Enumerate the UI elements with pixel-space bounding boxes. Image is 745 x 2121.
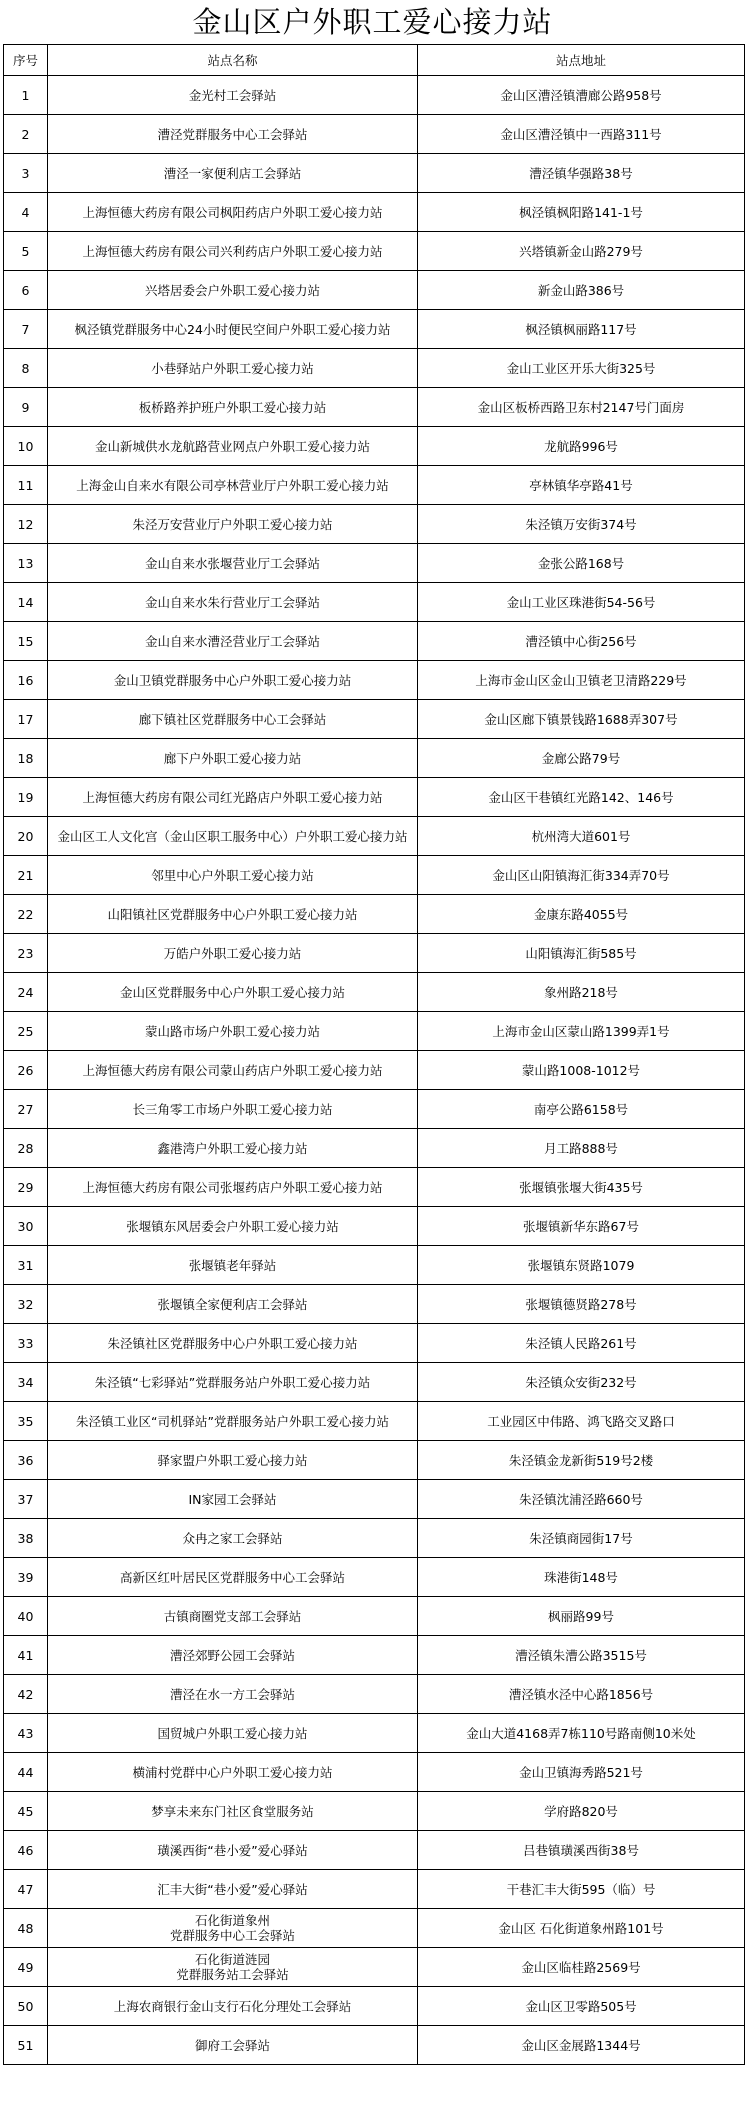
cell-station-address: 金廊公路79号 — [418, 739, 745, 778]
cell-no: 35 — [4, 1402, 48, 1441]
cell-station-name: 漕泾在水一方工会驿站 — [48, 1675, 418, 1714]
cell-station-name: 上海恒德大药房有限公司兴利药店户外职工爱心接力站 — [48, 232, 418, 271]
cell-station-address: 珠港街148号 — [418, 1558, 745, 1597]
cell-station-name: 万皓户外职工爱心接力站 — [48, 934, 418, 973]
cell-no: 45 — [4, 1792, 48, 1831]
cell-no: 30 — [4, 1207, 48, 1246]
table-row — [4, 2026, 745, 2065]
table-row — [4, 1090, 745, 1129]
table-row — [4, 154, 745, 193]
cell-no: 21 — [4, 856, 48, 895]
cell-station-name: 朱泾镇社区党群服务中心户外职工爱心接力站 — [48, 1324, 418, 1363]
cell-station-address: 漕泾镇朱漕公路3515号 — [418, 1636, 745, 1675]
cell-station-name: 横浦村党群中心户外职工爱心接力站 — [48, 1753, 418, 1792]
cell-station-address: 朱泾镇众安街232号 — [418, 1363, 745, 1402]
cell-no: 42 — [4, 1675, 48, 1714]
table-row — [4, 1558, 745, 1597]
cell-station-address: 朱泾镇金龙新街519号2楼 — [418, 1441, 745, 1480]
table-row — [4, 1870, 745, 1909]
cell-no: 39 — [4, 1558, 48, 1597]
table-row — [4, 1246, 745, 1285]
table-row — [4, 349, 745, 388]
cell-station-name: 上海恒德大药房有限公司红光路店户外职工爱心接力站 — [48, 778, 418, 817]
cell-station-address: 张堰镇德贤路278号 — [418, 1285, 745, 1324]
cell-no: 33 — [4, 1324, 48, 1363]
table-row — [4, 1129, 745, 1168]
header-address: 站点地址 — [418, 45, 745, 76]
cell-station-name: 上海金山自来水有限公司亭林营业厅户外职工爱心接力站 — [48, 466, 418, 505]
cell-station-address: 金山卫镇海秀路521号 — [418, 1753, 745, 1792]
cell-no: 36 — [4, 1441, 48, 1480]
cell-station-name: 小巷驿站户外职工爱心接力站 — [48, 349, 418, 388]
cell-station-name: 漕泾一家便利店工会驿站 — [48, 154, 418, 193]
cell-no: 11 — [4, 466, 48, 505]
cell-no: 17 — [4, 700, 48, 739]
table-row — [4, 1285, 745, 1324]
cell-station-address: 枫泾镇枫丽路117号 — [418, 310, 745, 349]
table-row — [4, 232, 745, 271]
table-row — [4, 1207, 745, 1246]
cell-station-address: 象州路218号 — [418, 973, 745, 1012]
cell-station-address: 上海市金山区金山卫镇老卫清路229号 — [418, 661, 745, 700]
cell-station-address: 山阳镇海汇街585号 — [418, 934, 745, 973]
cell-no: 29 — [4, 1168, 48, 1207]
cell-station-address: 漕泾镇中心街256号 — [418, 622, 745, 661]
cell-station-name: 汇丰大街“巷小爱”爱心驿站 — [48, 1870, 418, 1909]
table-row — [4, 1714, 745, 1753]
table-row — [4, 1363, 745, 1402]
cell-station-name: 高新区红叶居民区党群服务中心工会驿站 — [48, 1558, 418, 1597]
cell-station-name: 驿家盟户外职工爱心接力站 — [48, 1441, 418, 1480]
cell-station-address: 金山区漕泾镇中一西路311号 — [418, 115, 745, 154]
table-row — [4, 1792, 745, 1831]
cell-station-name: 金山区党群服务中心户外职工爱心接力站 — [48, 973, 418, 1012]
table-row — [4, 1324, 745, 1363]
cell-station-name: 金光村工会驿站 — [48, 76, 418, 115]
cell-station-name: 山阳镇社区党群服务中心户外职工爱心接力站 — [48, 895, 418, 934]
cell-station-name: 张堰镇全家便利店工会驿站 — [48, 1285, 418, 1324]
cell-station-name: 鑫港湾户外职工爱心接力站 — [48, 1129, 418, 1168]
cell-station-name: 上海恒德大药房有限公司蒙山药店户外职工爱心接力站 — [48, 1051, 418, 1090]
cell-station-address: 朱泾镇商园街17号 — [418, 1519, 745, 1558]
cell-station-address: 张堰镇张堰大街435号 — [418, 1168, 745, 1207]
cell-station-address: 龙航路996号 — [418, 427, 745, 466]
cell-no: 48 — [4, 1909, 48, 1948]
cell-station-name: 张堰镇东风居委会户外职工爱心接力站 — [48, 1207, 418, 1246]
cell-station-address: 吕巷镇璜溪西街38号 — [418, 1831, 745, 1870]
cell-station-name: 众冉之家工会驿站 — [48, 1519, 418, 1558]
cell-no: 31 — [4, 1246, 48, 1285]
cell-no: 9 — [4, 388, 48, 427]
cell-station-name: 朱泾万安营业厅户外职工爱心接力站 — [48, 505, 418, 544]
table-header-row — [4, 45, 745, 76]
cell-station-address: 金山工业区开乐大街325号 — [418, 349, 745, 388]
table-row — [4, 1168, 745, 1207]
cell-station-address: 金山大道4168弄7栋110号路南侧10米处 — [418, 1714, 745, 1753]
table-row — [4, 739, 745, 778]
table-row — [4, 1012, 745, 1051]
cell-station-address: 学府路820号 — [418, 1792, 745, 1831]
cell-no: 1 — [4, 76, 48, 115]
table-row — [4, 388, 745, 427]
cell-station-name: 金山自来水朱行营业厅工会驿站 — [48, 583, 418, 622]
cell-station-address: 上海市金山区蒙山路1399弄1号 — [418, 1012, 745, 1051]
table-row — [4, 1441, 745, 1480]
cell-station-address: 月工路888号 — [418, 1129, 745, 1168]
cell-no: 13 — [4, 544, 48, 583]
cell-station-name: 璜溪西街“巷小爱”爱心驿站 — [48, 1831, 418, 1870]
cell-station-name: 漕泾郊野公园工会驿站 — [48, 1636, 418, 1675]
table-row — [4, 1636, 745, 1675]
cell-station-name: 石化街道涟园 党群服务站工会驿站 — [48, 1948, 418, 1987]
cell-no: 40 — [4, 1597, 48, 1636]
cell-station-address: 亭林镇华亭路41号 — [418, 466, 745, 505]
cell-station-address: 漕泾镇水泾中心路1856号 — [418, 1675, 745, 1714]
cell-station-name: 枫泾镇党群服务中心24小时便民空间户外职工爱心接力站 — [48, 310, 418, 349]
cell-no: 2 — [4, 115, 48, 154]
cell-station-address: 金山区山阳镇海汇街334弄70号 — [418, 856, 745, 895]
cell-station-address: 工业园区中伟路、鸿飞路交叉路口 — [418, 1402, 745, 1441]
cell-no: 34 — [4, 1363, 48, 1402]
table-row — [4, 1597, 745, 1636]
cell-no: 26 — [4, 1051, 48, 1090]
cell-no: 50 — [4, 1987, 48, 2026]
table-row — [4, 661, 745, 700]
table-row — [4, 1753, 745, 1792]
table-row — [4, 1909, 745, 1948]
cell-no: 43 — [4, 1714, 48, 1753]
cell-no: 4 — [4, 193, 48, 232]
cell-station-name: 朱泾镇工业区“司机驿站”党群服务站户外职工爱心接力站 — [48, 1402, 418, 1441]
cell-no: 51 — [4, 2026, 48, 2065]
table-row — [4, 1948, 745, 1987]
cell-no: 47 — [4, 1870, 48, 1909]
cell-no: 37 — [4, 1480, 48, 1519]
cell-station-name: 兴塔居委会户外职工爱心接力站 — [48, 271, 418, 310]
cell-station-name: 长三角零工市场户外职工爱心接力站 — [48, 1090, 418, 1129]
table-row — [4, 271, 745, 310]
cell-station-address: 杭州湾大道601号 — [418, 817, 745, 856]
table-row — [4, 817, 745, 856]
cell-no: 16 — [4, 661, 48, 700]
table-row — [4, 193, 745, 232]
header-name: 站点名称 — [48, 45, 418, 76]
cell-station-name: 国贸城户外职工爱心接力站 — [48, 1714, 418, 1753]
cell-station-name: 金山新城供水龙航路营业网点户外职工爱心接力站 — [48, 427, 418, 466]
cell-station-name: 廊下镇社区党群服务中心工会驿站 — [48, 700, 418, 739]
cell-no: 12 — [4, 505, 48, 544]
cell-station-address: 朱泾镇沈浦泾路660号 — [418, 1480, 745, 1519]
cell-no: 28 — [4, 1129, 48, 1168]
cell-no: 24 — [4, 973, 48, 1012]
table-row — [4, 856, 745, 895]
cell-station-address: 枫泾镇枫阳路141-1号 — [418, 193, 745, 232]
cell-no: 46 — [4, 1831, 48, 1870]
cell-no: 10 — [4, 427, 48, 466]
table-body — [4, 76, 745, 2065]
header-no: 序号 — [4, 45, 48, 76]
cell-station-name: 梦享未来东门社区食堂服务站 — [48, 1792, 418, 1831]
cell-station-address: 张堰镇东贤路1079 — [418, 1246, 745, 1285]
table-row — [4, 778, 745, 817]
cell-station-name: 金山自来水张堰营业厅工会驿站 — [48, 544, 418, 583]
cell-no: 49 — [4, 1948, 48, 1987]
table-row — [4, 427, 745, 466]
cell-no: 44 — [4, 1753, 48, 1792]
cell-station-address: 枫丽路99号 — [418, 1597, 745, 1636]
table-row — [4, 973, 745, 1012]
table-row — [4, 1987, 745, 2026]
page-title: 金山区户外职工爱心接力站 — [192, 5, 553, 39]
cell-no: 20 — [4, 817, 48, 856]
cell-station-name: IN家园工会驿站 — [48, 1480, 418, 1519]
cell-station-address: 朱泾镇万安街374号 — [418, 505, 745, 544]
cell-station-address: 蒙山路1008-1012号 — [418, 1051, 745, 1090]
cell-station-name: 金山自来水漕泾营业厅工会驿站 — [48, 622, 418, 661]
cell-station-name: 邻里中心户外职工爱心接力站 — [48, 856, 418, 895]
table-row — [4, 466, 745, 505]
cell-no: 3 — [4, 154, 48, 193]
table-row — [4, 1831, 745, 1870]
table-row — [4, 115, 745, 154]
cell-station-name: 张堰镇老年驿站 — [48, 1246, 418, 1285]
cell-no: 19 — [4, 778, 48, 817]
cell-station-name: 朱泾镇“七彩驿站”党群服务站户外职工爱心接力站 — [48, 1363, 418, 1402]
cell-station-address: 金山区临桂路2569号 — [418, 1948, 745, 1987]
cell-station-address: 张堰镇新华东路67号 — [418, 1207, 745, 1246]
cell-station-address: 金张公路168号 — [418, 544, 745, 583]
cell-station-address: 漕泾镇华强路38号 — [418, 154, 745, 193]
table-row — [4, 1402, 745, 1441]
cell-no: 22 — [4, 895, 48, 934]
cell-no: 23 — [4, 934, 48, 973]
cell-station-name: 漕泾党群服务中心工会驿站 — [48, 115, 418, 154]
cell-station-address: 金山区板桥西路卫东村2147号门面房 — [418, 388, 745, 427]
cell-no: 27 — [4, 1090, 48, 1129]
cell-station-address: 南亭公路6158号 — [418, 1090, 745, 1129]
table-row — [4, 583, 745, 622]
cell-station-name: 金山区工人文化宫（金山区职工服务中心）户外职工爱心接力站 — [48, 817, 418, 856]
table-row — [4, 505, 745, 544]
cell-station-address: 干巷汇丰大街595（临）号 — [418, 1870, 745, 1909]
table-row — [4, 622, 745, 661]
cell-station-address: 朱泾镇人民路261号 — [418, 1324, 745, 1363]
cell-no: 25 — [4, 1012, 48, 1051]
table-row — [4, 544, 745, 583]
cell-station-name: 板桥路养护班户外职工爱心接力站 — [48, 388, 418, 427]
table-row — [4, 76, 745, 115]
cell-station-address: 新金山路386号 — [418, 271, 745, 310]
cell-station-address: 金山区廊下镇景钱路1688弄307号 — [418, 700, 745, 739]
stations-table — [3, 44, 745, 2065]
cell-no: 38 — [4, 1519, 48, 1558]
table-row — [4, 934, 745, 973]
cell-station-name: 蒙山路市场户外职工爱心接力站 — [48, 1012, 418, 1051]
table-row — [4, 700, 745, 739]
cell-station-name: 石化街道象州 党群服务中心工会驿站 — [48, 1909, 418, 1948]
cell-no: 7 — [4, 310, 48, 349]
cell-no: 32 — [4, 1285, 48, 1324]
table-row — [4, 1519, 745, 1558]
cell-station-address: 兴塔镇新金山路279号 — [418, 232, 745, 271]
table-row — [4, 1675, 745, 1714]
table-row — [4, 1051, 745, 1090]
cell-station-address: 金山区金展路1344号 — [418, 2026, 745, 2065]
cell-station-address: 金山工业区珠港街54-56号 — [418, 583, 745, 622]
cell-station-name: 御府工会驿站 — [48, 2026, 418, 2065]
cell-no: 41 — [4, 1636, 48, 1675]
cell-station-name: 廊下户外职工爱心接力站 — [48, 739, 418, 778]
table-row — [4, 895, 745, 934]
table-row — [4, 1480, 745, 1519]
cell-no: 5 — [4, 232, 48, 271]
cell-station-address: 金山区漕泾镇漕廊公路958号 — [418, 76, 745, 115]
cell-station-name: 上海恒德大药房有限公司张堰药店户外职工爱心接力站 — [48, 1168, 418, 1207]
table-row — [4, 310, 745, 349]
cell-no: 8 — [4, 349, 48, 388]
cell-no: 14 — [4, 583, 48, 622]
cell-station-address: 金山区干巷镇红光路142、146号 — [418, 778, 745, 817]
cell-station-address: 金山区 石化街道象州路101号 — [418, 1909, 745, 1948]
cell-station-name: 古镇商圈党支部工会驿站 — [48, 1597, 418, 1636]
cell-station-name: 上海农商银行金山支行石化分理处工会驿站 — [48, 1987, 418, 2026]
cell-no: 18 — [4, 739, 48, 778]
cell-station-name: 上海恒德大药房有限公司枫阳药店户外职工爱心接力站 — [48, 193, 418, 232]
cell-station-name: 金山卫镇党群服务中心户外职工爱心接力站 — [48, 661, 418, 700]
cell-station-address: 金山区卫零路505号 — [418, 1987, 745, 2026]
cell-no: 15 — [4, 622, 48, 661]
cell-no: 6 — [4, 271, 48, 310]
cell-station-address: 金康东路4055号 — [418, 895, 745, 934]
